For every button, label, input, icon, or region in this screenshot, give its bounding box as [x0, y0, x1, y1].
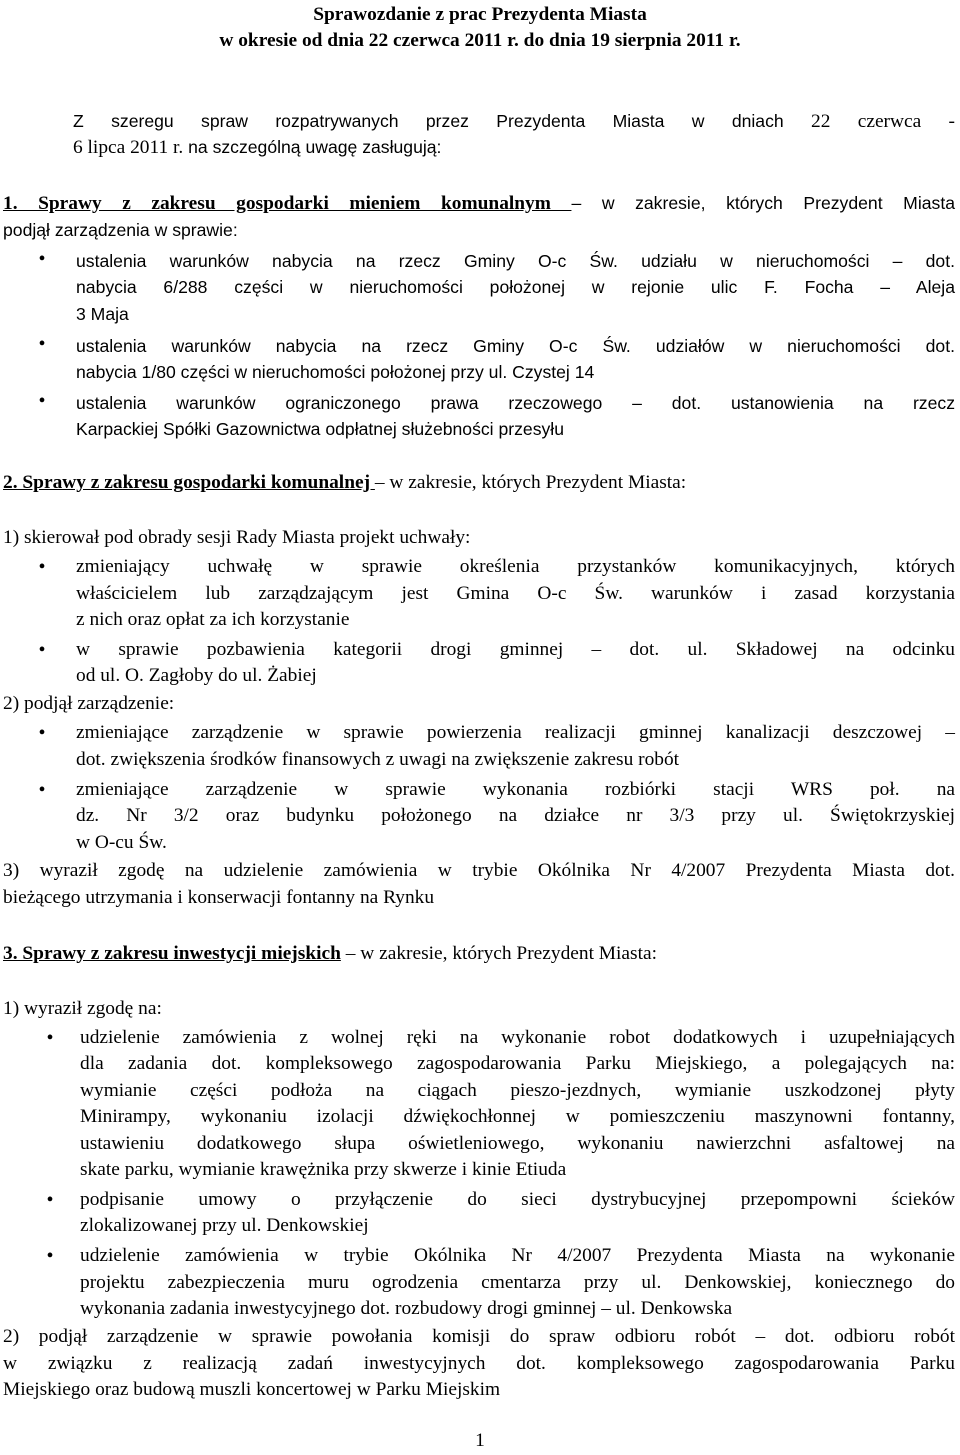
bullet-icon: •: [38, 248, 46, 270]
page-number: 1: [475, 1430, 485, 1451]
section2-sub3-line-2: bieżącego utrzymania i konserwacji fontanny na Rynku: [3, 887, 435, 908]
section2-sub2: 2) podjął zarządzenie:: [3, 693, 175, 714]
bullet-icon: •: [46, 1189, 54, 1211]
bullet-icon: •: [38, 722, 46, 744]
section3-heading: 3. Sprawy z zakresu inwestycji miejskich – w zakresie, których Prezydent Miasta:: [3, 943, 657, 964]
title-line-1: Sprawozdanie z prac Prezydenta Miasta: [313, 4, 647, 25]
section3-sub2-line-1: 2) podjął zarządzenie w sprawie powołania komisji do spraw odbioru robót – dot. odbioru robót: [3, 1326, 955, 1347]
document-page: Sprawozdanie z prac Prezydenta Miasta w okresie od dnia 22 czerwca 2011 r. do dnia 19 sierpnia 2011 r. Z szeregu spraw rozpatrywanych przez Prezydenta Miasta w dniach 22 czerwca - 6 lipca 2011 r. na szczególną uwagę zasługują: 1. Sprawy z zakresu gospodarki mieniem komunalnym – w zakresie, których Prezydent Miasta podjął zarządzenia w sprawie: • ustalenia warunków nabycia na rzecz Gminy O-c Św. udziału w nieruchomości – dot. nabycia 6/288 części w nieruchomości położonej w rejonie ulic F. Focha – Aleja 3 Maja • ustalenia warunków nabycia na rzecz Gminy O-c Św. udziałów w nieruchomości dot. nabycia 1/80 części w nieruchomości położonej przy ul. Czystej 14 • ustalenia warunków ograniczonego prawa rzeczowego – dot. ustanowienia na rzecz Karpackiej Spółki Gazownictwa odpłatnej służebności przesyłu 2. Sprawy z zakresu gospodarki komunalnej – w zakresie, których Prezydent Miasta: 1) skierował pod obrady sesji Rady Miasta projekt uchwały: • zmieniający uchwałę w sprawie określenia przystanków komunikacyjnych, których właścicielem lub zarządzającym jest Gmina O-c Św. warunków i zasad korzystania z nich oraz opłat za ich korzystanie • w sprawie pozbawienia kategorii drogi gminnej – dot. ul. Składowej na odcinku od ul. O. Zagłoby do ul. Żabiej 2) podjął zarządzenie: • zmieniające zarządzenie w sprawie powierzenia realizacji gminnej kanalizacji deszczowej – dot. zwiększenia środków finansowych z uwagi na zwiększenie zakresu robót • zmieniające zarządzenie w sprawie wykonania rozbiórki stacji WRS poł. na dz. Nr 3/2 oraz budynku położonego na działce nr 3/3 przy ul. Świętokrzyskiej w O-cu Św. 3) wyraził zgodę na udzielenie zamówienia w trybie Okólnika Nr 4/2007 Prezydenta Miasta dot. bieżącego utrzymania i konserwacji fontanny na Rynku 3. Sprawy z zakresu inwestycji miejskich – w zakresie, których Prezydent Miasta: 1) wyraził zgodę na: • udzielenie zamówienia z wolnej ręki na wykonanie robot dodatkowych i uzupełniających dla zadania dot. kompleksowego zagospodarowania Parku Miejskiego, a polegających na: wymianie części podłoża na ciągach pieszo-jezdnych, wymianie uszkodzonej płyty Minirampy, wykonaniu izolacji dźwiękochłonnej w pomieszczeniu maszynowni fontanny, ustawieniu dodatkowego słupa oświetleniowego, wykonaniu nawierzchni asfaltowej na skate parku, wymianie krawężnika przy skwerze i kinie Etiuda • podpisanie umowy o przyłączenie do sieci dystrybucyjnej przepompowni ścieków zlokalizowanej przy ul. Denkowskiej • udzielenie zamówienia w trybie Okólnika Nr 4/2007 Prezydenta Miasta na wykonanie projektu zabezpieczenia muru ogrodzenia cmentarza przy ul. Denkowskiej, koniecznego do wykonania zadania inwestycyjnego dot. rozbudowy drogi gminnej – ul. Denkowska 2) podjął zarządzenie w sprawie powołania komisji do spraw odbioru robót – dot. odbioru robót w związku z realizacją zadań inwestycyjnych dot. kompleksowego zagospodarowania Parku Miejskiego oraz budową muszli koncertowej w Parku Miejskim 1: [0, 0, 960, 1455]
bullet-icon: •: [38, 779, 46, 801]
bullet-icon: •: [38, 390, 46, 412]
bullet-icon: •: [38, 333, 46, 355]
bullet-icon: •: [46, 1245, 54, 1267]
bullet-icon: •: [46, 1027, 54, 1049]
title-line-2: w okresie od dnia 22 czerwca 2011 r. do dnia 19 sierpnia 2011 r.: [219, 30, 741, 51]
section2-sub3-line-1: 3) wyraził zgodę na udzielenie zamówienia w trybie Okólnika Nr 4/2007 Prezydenta Miasta dot.: [3, 860, 955, 881]
section1-heading: 1. Sprawy z zakresu gospodarki mieniem komunalnym – w zakresie, których Prezydent Miasta: [3, 193, 955, 214]
bullet-icon: •: [38, 556, 46, 578]
section3-sub2-line-2: w związku z realizacją zadań inwestycyjnych dot. kompleksowego zagospodarowania Parku: [3, 1353, 955, 1374]
section2-sub1: 1) skierował pod obrady sesji Rady Miasta projekt uchwały:: [3, 527, 471, 548]
section3-sub1: 1) wyraził zgodę na:: [3, 998, 162, 1019]
section2-heading: 2. Sprawy z zakresu gospodarki komunalnej – w zakresie, których Prezydent Miasta:: [3, 472, 687, 493]
intro-line-1: Z szeregu spraw rozpatrywanych przez Prezydenta Miasta w dniach 22 czerwca -: [73, 111, 955, 132]
bullet-icon: •: [38, 639, 46, 661]
section1-intro: podjął zarządzenia w sprawie:: [3, 220, 238, 240]
intro-line-2: 6 lipca 2011 r. na szczególną uwagę zasługują:: [73, 137, 442, 158]
section3-sub2-line-3: Miejskiego oraz budową muszli koncertowej w Parku Miejskim: [3, 1379, 501, 1400]
